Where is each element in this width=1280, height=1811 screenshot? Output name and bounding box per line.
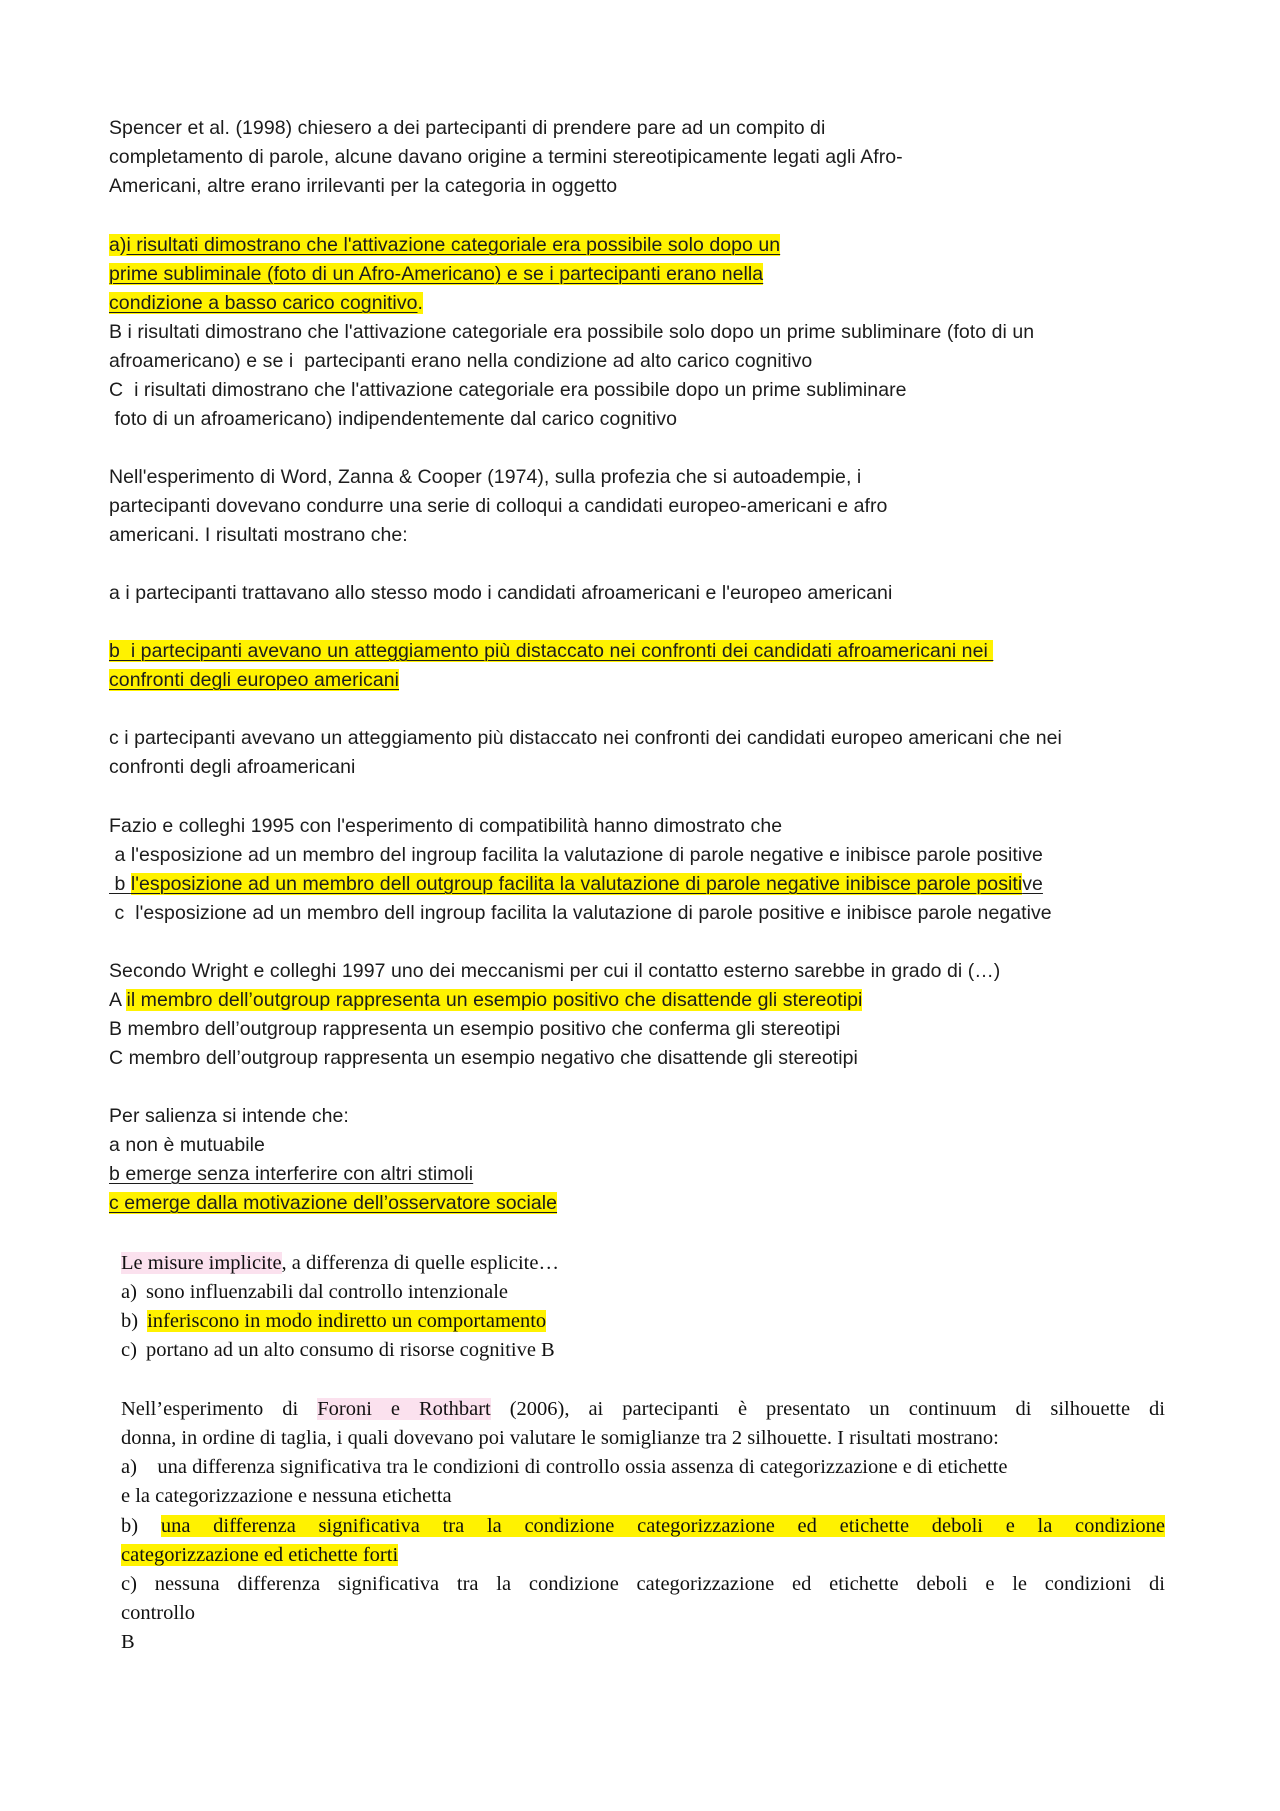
q2-stem-line-3: americani. I risultati mostrano che: xyxy=(109,524,408,546)
q4-option-a-text: il membro dell’outgroup rappresenta un esempio positivo che disattende gli stereotipi xyxy=(126,989,863,1011)
q7-option-b-line-2 xyxy=(121,1541,398,1570)
q1-option-b-line-1: B i risultati dimostrano che l'attivazione categoriale era possibile solo dopo un prime subliminare (foto di un xyxy=(109,321,1035,343)
q6-stem xyxy=(121,1249,559,1278)
q1-option-a-end: . xyxy=(417,292,423,314)
q7-option-c-line-1: c) nessuna differenza significativa tra la condizione categorizzazione ed etichette deboli e le condizioni di xyxy=(121,1573,1165,1595)
q1-stem-line-1: Spencer et al. (1998) chiesero a dei partecipanti di prendere pare ad un compito di xyxy=(109,117,826,139)
q6-option-b xyxy=(121,1307,546,1336)
q4-option-a xyxy=(109,986,862,1015)
q7-stem-line-2: donna, in ordine di taglia, i quali dovevano poi valutare le somiglianze tra 2 silhouette. I risultati mostrano: xyxy=(121,1427,999,1449)
q6-option-a xyxy=(121,1278,508,1307)
q7-stem-line-1 xyxy=(121,1395,1165,1424)
q2-option-b-line-2 xyxy=(109,666,399,695)
q7-option-a-line-1: a) una differenza significativa tra le condizioni di controllo ossia assenza di categorizzazione e di etichette xyxy=(121,1456,1008,1478)
q5-option-b xyxy=(109,1160,473,1189)
q4-option-c: C membro dell’outgroup rappresenta un esempio negativo che disattende gli stereotipi xyxy=(109,1047,858,1069)
q6-stem-rest: , a differenza di quelle esplicite… xyxy=(281,1252,559,1274)
q1-option-a-line-1 xyxy=(109,231,780,260)
q2-option-c-line-2: confronti degli afroamericani xyxy=(109,756,356,778)
q6-option-a-label: a) xyxy=(121,1281,137,1303)
q3-stem: Fazio e colleghi 1995 con l'esperimento di compatibilità hanno dimostrato che xyxy=(109,815,783,837)
q6-option-b-label: b) xyxy=(121,1310,139,1332)
q5-option-b-text: b emerge senza interferire con altri stimoli xyxy=(109,1163,474,1185)
q2-stem-line-1: Nell'esperimento di Word, Zanna & Cooper (1974), sulla profezia che si autoadempie, i xyxy=(109,466,862,488)
q6-option-c xyxy=(121,1336,555,1365)
q7-option-c-line-2: controllo xyxy=(121,1602,196,1624)
q7-stem-pre: Nell’esperimento di xyxy=(121,1398,318,1420)
q2-stem-line-2: partecipanti dovevano condurre una serie di colloqui a candidati europeo-americani e afro xyxy=(109,495,888,517)
q6-option-a-text: sono influenzabili dal controllo intenzionale xyxy=(145,1281,509,1303)
q7-option-a-line-2: e la categorizzazione e nessuna etichetta xyxy=(121,1485,452,1507)
q2-option-a: a i partecipanti trattavano allo stesso modo i candidati afroamericani e l'europeo americani xyxy=(109,582,893,604)
q6-option-c-label: c) xyxy=(121,1339,137,1361)
q1-option-a-line-3 xyxy=(109,289,423,318)
q1-stem-line-3: Americani, altre erano irrilevanti per la categoria in oggetto xyxy=(109,175,618,197)
q1-option-a-prefix: a) xyxy=(109,234,127,256)
q4-stem: Secondo Wright e colleghi 1997 uno dei meccanismi per cui il contatto esterno sarebbe in grado di (…) xyxy=(109,960,1001,982)
q3-option-b-prefix: b xyxy=(109,873,131,895)
q1-option-a-text-3: condizione a basso carico cognitivo xyxy=(109,292,418,314)
q5-option-c xyxy=(109,1189,557,1218)
q2-option-b-text-2: confronti degli europeo americani xyxy=(109,669,399,691)
q7-option-b-text-2: categorizzazione ed etichette forti xyxy=(121,1544,399,1566)
q7-stem-rest: (2006), ai partecipanti è presentato un continuum di silhouette di xyxy=(490,1398,1166,1420)
q7-stem-highlight: Foroni e Rothbart xyxy=(317,1398,491,1420)
q2-option-b-text-1: b i partecipanti avevano un atteggiamento più distaccato nei confronti dei candidati afroamericani nei xyxy=(109,640,994,662)
q4-option-b: B membro dell’outgroup rappresenta un esempio positivo che conferma gli stereotipi xyxy=(109,1018,841,1040)
q3-option-a: a l'esposizione ad un membro del ingroup facilita la valutazione di parole negative e inibisce parole positive xyxy=(109,844,1043,866)
q1-option-a-line-2 xyxy=(109,260,763,289)
q2-option-c-line-1: c i partecipanti avevano un atteggiamento più distaccato nei confronti dei candidati europeo americani che nei xyxy=(109,727,1062,749)
q1-option-b-line-2: afroamericano) e se i partecipanti erano nella condizione ad alto carico cognitivo xyxy=(109,350,813,372)
q6-option-b-text: inferiscono in modo indiretto un comportamento xyxy=(147,1310,547,1332)
q3-option-b-suffix: ve xyxy=(1022,873,1043,895)
q6-stem-highlight: Le misure implicite xyxy=(121,1252,282,1274)
q1-stem-line-2: completamento di parole, alcune davano origine a termini stereotipicamente legati agli Afro- xyxy=(109,146,903,168)
q7-option-b-line-1 xyxy=(121,1512,1165,1541)
q3-option-c: c l'esposizione ad un membro dell ingroup facilita la valutazione di parole positive e inibisce parole negative xyxy=(109,902,1052,924)
q5-option-a: a non è mutuabile xyxy=(109,1134,265,1156)
q6-option-c-text: portano ad un alto consumo di risorse cognitive B xyxy=(145,1339,555,1361)
q1-option-c-line-1: C i risultati dimostrano che l'attivazione categoriale era possibile dopo un prime subliminare xyxy=(109,379,907,401)
q1-option-a-text-2: prime subliminale (foto di un Afro-Americano) e se i partecipanti erano nella xyxy=(109,263,764,285)
q5-stem: Per salienza si intende che: xyxy=(109,1105,349,1127)
q2-option-b-line-1 xyxy=(109,637,993,666)
q7-option-b-text-1: una differenza significativa tra la condizione categorizzazione ed etichette deboli e la condizione xyxy=(160,1515,1166,1537)
q3-option-b-highlight: l'esposizione ad un membro dell outgroup facilita la valutazione di parole negative inibisce parole positi xyxy=(130,873,1023,895)
q5-option-c-text: c emerge dalla motivazione dell’osservatore sociale xyxy=(109,1192,558,1214)
q7-answer: B xyxy=(121,1631,135,1653)
q4-option-a-prefix: A xyxy=(109,989,127,1011)
q1-option-a-text-1: i risultati dimostrano che l'attivazione categoriale era possibile solo dopo un xyxy=(126,234,781,256)
q7-option-b-label: b) xyxy=(121,1515,139,1537)
q1-option-c-line-2: foto di un afroamericano) indipendentemente dal carico cognitivo xyxy=(109,408,678,430)
q3-option-b xyxy=(109,870,1043,899)
